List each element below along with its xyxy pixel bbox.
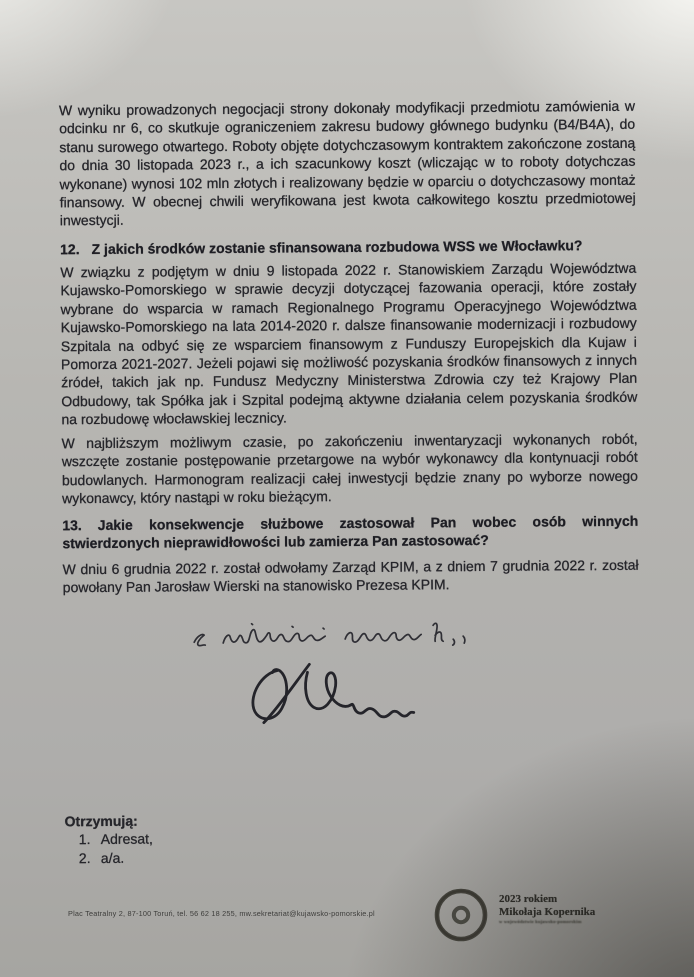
copernicus-orbit-icon <box>432 884 492 946</box>
list-item-label: Adresat, <box>100 830 153 848</box>
question-13-number: 13. <box>62 517 82 534</box>
list-item-number: 2. <box>78 849 91 866</box>
distribution-title: Otrzymują: <box>64 812 138 830</box>
list-item-number: 1. <box>78 831 91 848</box>
logo-caption-line2: Mikołaja Kopernika <box>499 905 596 918</box>
logo-tagline: w województwie kujawsko-pomorskim <box>499 919 582 924</box>
logo-caption-line1: 2023 rokiem <box>499 893 558 905</box>
copernicus-2023-logo <box>432 884 595 946</box>
paragraph-negotiations: W wyniku prowadzonych negocjacji strony dokonały modyfikacji przedmiotu zamówienia w odcinku nr 6, co skutkuje ograniczeniem zakresu budowy głównego budynku (B4/B4A), do stanu surowego otwartego. Roboty objęte dotychczasowym kontraktem zakończone zostaną do dnia 30 listopada 2023 r., a ich szacunkowy koszt (wliczając w to roboty dotychczas wykonane) wynosi 102 mln złotych i realizowany będzie w oparciu o dotychczasowy montaż finansowy. W obecnej chwili weryfikowana jest kwota całkowitego kosztu przedmiotowej inwestycji. <box>58 97 636 229</box>
paragraph-tender: W najbliższym możliwym czasie, po zakończeniu inwentaryzacji wykonanych robót, wszczęte zostanie postępowanie przetargowe na wybór wykonawcy dla kontynuacji robót budowlanych. Harmonogram realizacji całej inwestycji będzie znany po wyborze nowego wykonawcy, który nastąpi w roku bieżącym. <box>61 430 638 507</box>
list-item-label: a/a. <box>100 849 125 866</box>
handwritten-closing-note <box>187 615 479 657</box>
paragraph-board-change: W dniu 6 grudnia 2022 r. został odwołamy Zarząd KPIM, a z dniem 7 grudnia 2022 r. został powołany Pan Jarosław Wierski na stanowisko Prezesa KPIM. <box>62 556 639 596</box>
signature <box>243 659 449 736</box>
paragraph-financing: W związku z podjętym w dniu 9 listopada 2022 r. Stanowiskiem Zarządu Województwa Kujawsko-Pomorskiego w sprawie decyzji dotyczącej fazowania operacji, które zostały wybrane do wsparcia w ramach Regionalnego Programu Operacyjnego Województwa Kujawsko-Pomorskiego na lata 2014-2020 r. dalsze finansowanie modernizacji i rozbudowy Szpitala na odbyć się ze wsparciem finansowym z Funduszy Europejskich dla Kujaw i Pomorza 2021-2027. Jeżeli pojawi się możliwość pozyskania środków finansowych z innych źródeł, takich jak np. Fundusz Medyczny Ministerstwa Zdrowia czy też Krajowy Plan Odbudowy, tak Spółka jak i Szpital podejmą aktywne działania celem pozyskania środków na rozbudowę włocławskiej lecznicy. <box>60 259 638 428</box>
question-12-heading <box>60 236 636 259</box>
question-12-number: 12. <box>60 241 80 258</box>
distribution-list <box>65 810 365 868</box>
question-13-text: Jakie konsekwencje służbowe zastosował Pan wobec osób winnych stwierdzonych nieprawidłowości lub zamierza Pan zastosować? <box>62 512 639 552</box>
logo-caption <box>499 893 595 925</box>
list-item <box>65 828 365 849</box>
footer-address-line: Plac Teatralny 2, 87-100 Toruń, tel. 56 62 18 255, mw.sekretariat@kujawsko-pomorskie.pl <box>68 909 375 918</box>
question-13-heading <box>62 512 638 553</box>
list-item <box>65 847 365 868</box>
question-12-text: Z jakich środków zostanie sfinansowana rozbudowa WSS we Włocławku? <box>91 237 583 257</box>
